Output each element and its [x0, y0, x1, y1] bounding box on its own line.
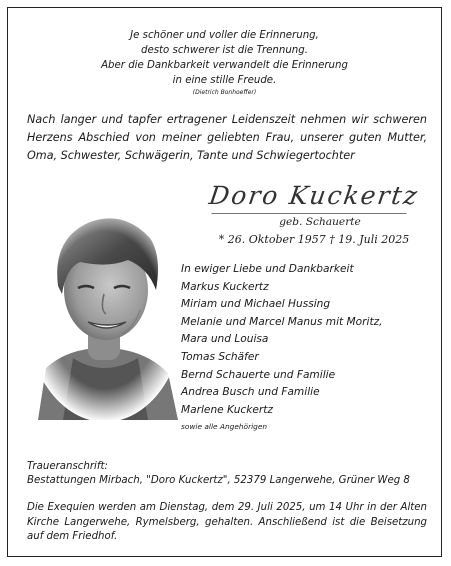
portrait-photo	[28, 198, 182, 420]
poem-line: in eine stille Freude.	[172, 75, 277, 86]
poem-line: Je schöner und voller die Erinnerung,	[130, 30, 319, 41]
mourner-name: Marlene Kuckertz	[181, 403, 273, 416]
address-label: Traueranschrift:	[27, 461, 108, 472]
mourning-address	[27, 460, 427, 488]
poem	[8, 28, 441, 97]
life-dates: * 26. Oktober 1957 † 19. Juli 2025	[218, 233, 410, 246]
address-text: Bestattungen Mirbach, "Doro Kuckertz", 52379 Langerwehe, Grüner Weg 8	[27, 475, 410, 486]
maiden-name: geb. Schauerte	[279, 216, 361, 228]
mourner-name: Tomas Schäfer	[181, 350, 259, 363]
mourner-name: Bernd Schauerte und Familie	[181, 368, 336, 381]
mourner-name: Markus Kuckertz	[181, 280, 269, 293]
mourner-name: Miriam und Michael Hussing	[181, 298, 331, 311]
deceased-name	[192, 180, 436, 212]
funeral-notice: Die Exequien werden am Dienstag, dem 29. Juli 2025, um 14 Uhr in der Alten Kirche Langerwehe, Rymelsberg, gehalten. Anschließend ist die Beisetzung auf dem Friedhof.	[27, 502, 427, 543]
poem-source: (Dietrich Bonhoeffer)	[192, 89, 257, 96]
mourners-closing: sowie alle Angehörigen	[181, 422, 268, 432]
name-underline	[211, 213, 406, 214]
mourner-name: Andrea Busch und Familie	[181, 386, 320, 399]
mourners-list	[181, 261, 431, 435]
poem-line: desto schwerer ist die Trennung.	[141, 45, 308, 56]
mourners-heading: In ewiger Liebe und Dankbarkeit	[181, 263, 354, 275]
intro-text: Nach langer und tapfer ertragener Leidenszeit nehmen wir schweren Herzens Abschied von meiner geliebten Frau, unserer guten Mutter, Oma, Schwester, Schwägerin, Tante und Schwiegertochter	[27, 113, 427, 162]
mourner-name: Melanie und Marcel Manus mit Moritz,	[181, 315, 383, 328]
obituary-frame	[7, 7, 442, 557]
deceased-name-text: Doro Kuckertz	[207, 181, 421, 210]
poem-line: Aber die Dankbarkeit verwandelt die Erinnerung	[101, 60, 348, 71]
mourner-name: Mara und Louisa	[181, 333, 269, 346]
